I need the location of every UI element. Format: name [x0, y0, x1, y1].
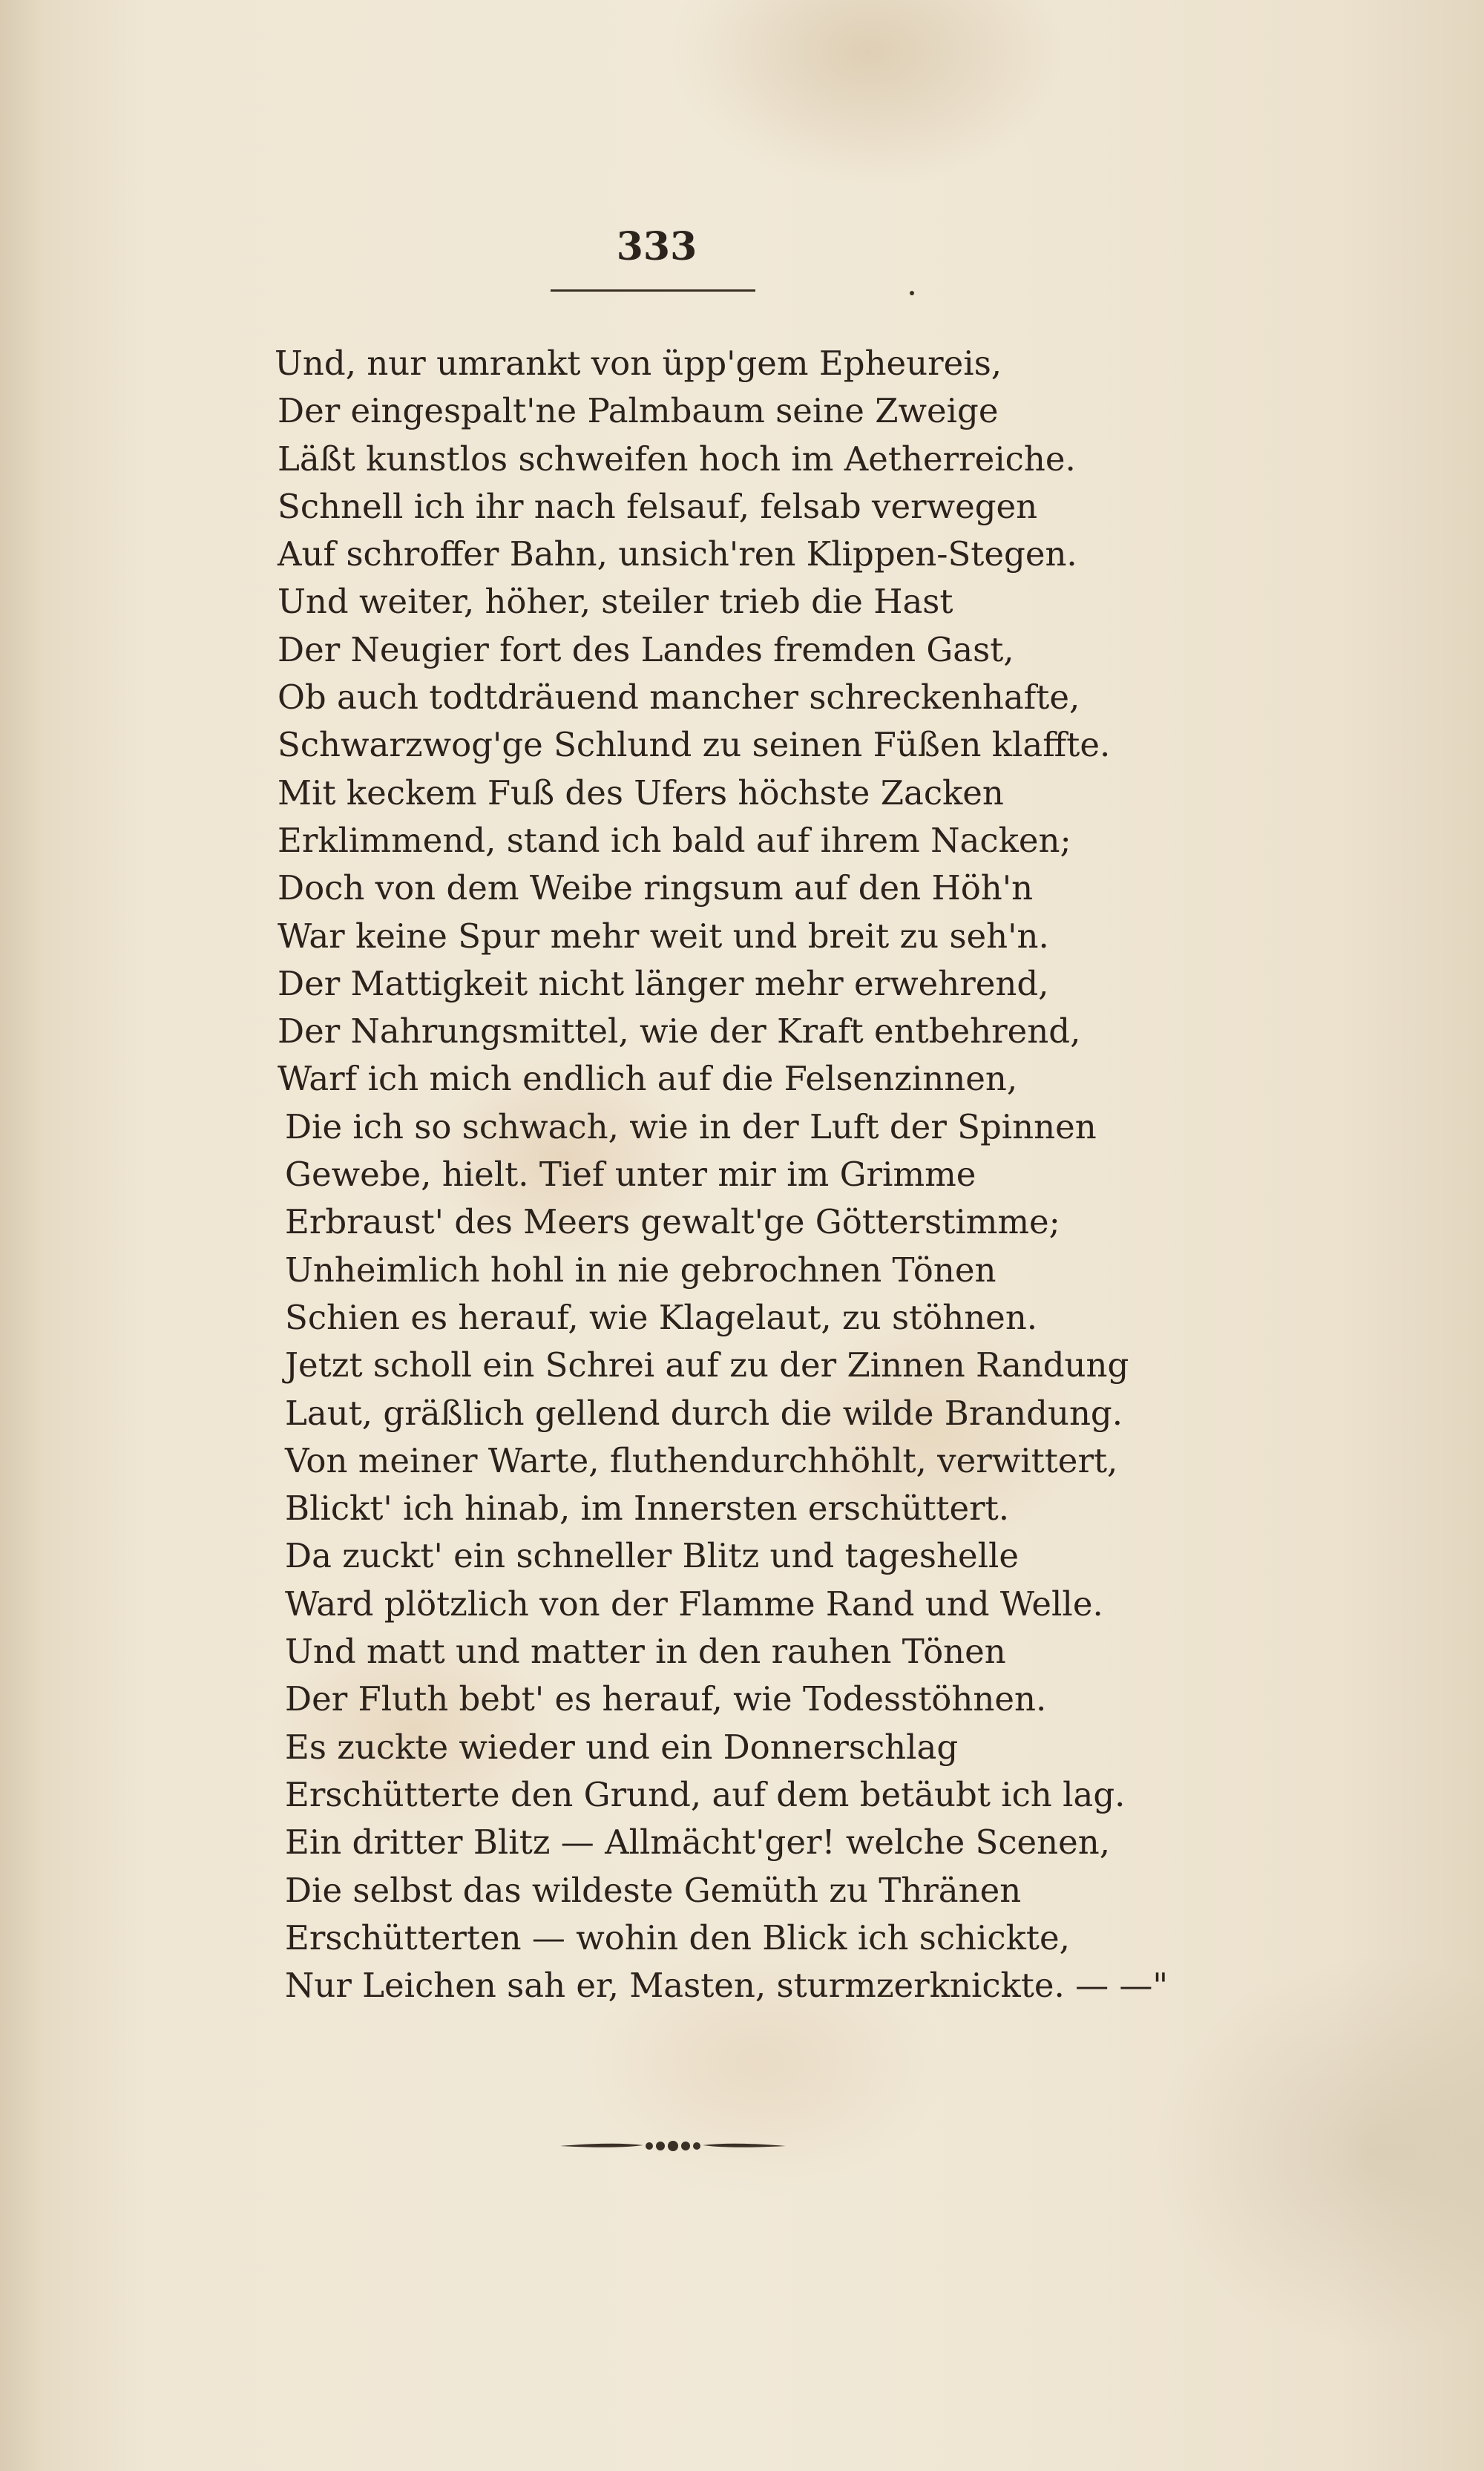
verse-line: Die selbst das wildeste Gemüth zu Thränen [285, 1870, 1022, 1910]
verse-line: Erschütterten — wohin den Blick ich schickte, [285, 1917, 1070, 1958]
verse-line: Es zuckte wieder und ein Donnerschlag [285, 1727, 959, 1767]
verse-line: Nur Leichen sah er, Masten, sturmzerknickte. — —" [285, 1966, 1169, 2006]
verse-line: Schien es herauf, wie Klagelaut, zu stöhnen. [285, 1297, 1038, 1337]
verse-line: Der Mattigkeit nicht länger mehr erwehrend, [278, 963, 1049, 1003]
poem-text [0, 340, 1484, 2009]
header-rule [551, 289, 755, 292]
verse-line: Jetzt scholl ein Schrei auf zu der Zinnen Randung [285, 1345, 1129, 1385]
verse-line: Mit keckem Fuß des Ufers höchste Zacken [278, 772, 1004, 813]
verse-line: Blickt' ich hinab, im Innersten erschüttert. [285, 1489, 1010, 1529]
verse-line: Und matt und matter in den rauhen Tönen [285, 1632, 1006, 1672]
verse-line: Erklimmend, stand ich bald auf ihrem Nacken; [278, 820, 1071, 860]
verse-line: Ward plötzlich von der Flamme Rand und Welle. [285, 1584, 1103, 1624]
verse-line: Der Neugier fort des Landes fremden Gast, [278, 629, 1014, 669]
verse-line: Unheimlich hohl in nie gebrochnen Tönen [285, 1250, 997, 1290]
verse-line: Laut, gräßlich gellend durch die wilde Brandung. [285, 1393, 1123, 1433]
verse-line: Schwarzwog'ge Schlund zu seinen Füßen klaffte. [278, 725, 1111, 765]
page-number: 333 [616, 224, 697, 269]
verse-line: Der Nahrungsmittel, wie der Kraft entbehrend, [278, 1011, 1081, 1051]
verse-line: Ob auch todtdräuend mancher schreckenhafte, [278, 677, 1080, 718]
verse-line: Und, nur umrankt von üpp'gem Epheureis, [275, 344, 1002, 383]
verse-line: Und weiter, höher, steiler trieb die Hast [278, 582, 953, 622]
verse-line: Doch von dem Weibe ringsum auf den Höh'n [278, 868, 1034, 908]
verse-line: Schnell ich ihr nach felsauf, felsab verwegen [278, 486, 1038, 526]
verse-line: Da zuckt' ein schneller Blitz und tageshelle [285, 1536, 1020, 1576]
verse-line: Läßt kunstlos schweifen hoch im Aetherreiche. [278, 439, 1076, 479]
ink-speck [910, 291, 914, 295]
verse-line: Erbraust' des Meers gewalt'ge Götterstimme; [285, 1202, 1060, 1242]
verse-line: Ein dritter Blitz — Allmächt'ger! welche Scenen, [285, 1822, 1111, 1863]
verse-line: Gewebe, hielt. Tief unter mir im Grimme [285, 1155, 976, 1195]
verse-line: War keine Spur mehr weit und breit zu seh'n. [278, 916, 1049, 956]
verse-line: Erschütterte den Grund, auf dem betäubt ich lag. [285, 1774, 1126, 1814]
verse-line: Von meiner Warte, fluthendurchhöhlt, verwittert, [285, 1440, 1118, 1480]
verse-line: Warf ich mich endlich auf die Felsenzinnen, [278, 1059, 1018, 1099]
verse-line: Der eingespalt'ne Palmbaum seine Zweige [278, 391, 999, 431]
end-ornament [554, 2131, 792, 2161]
verse-line: Die ich so schwach, wie in der Luft der Spinnen [285, 1106, 1097, 1146]
verse-line: Auf schroffer Bahn, unsich'ren Klippen-Stegen. [278, 534, 1077, 574]
verse-line: Der Fluth bebt' es herauf, wie Todesstöhnen. [285, 1679, 1047, 1719]
